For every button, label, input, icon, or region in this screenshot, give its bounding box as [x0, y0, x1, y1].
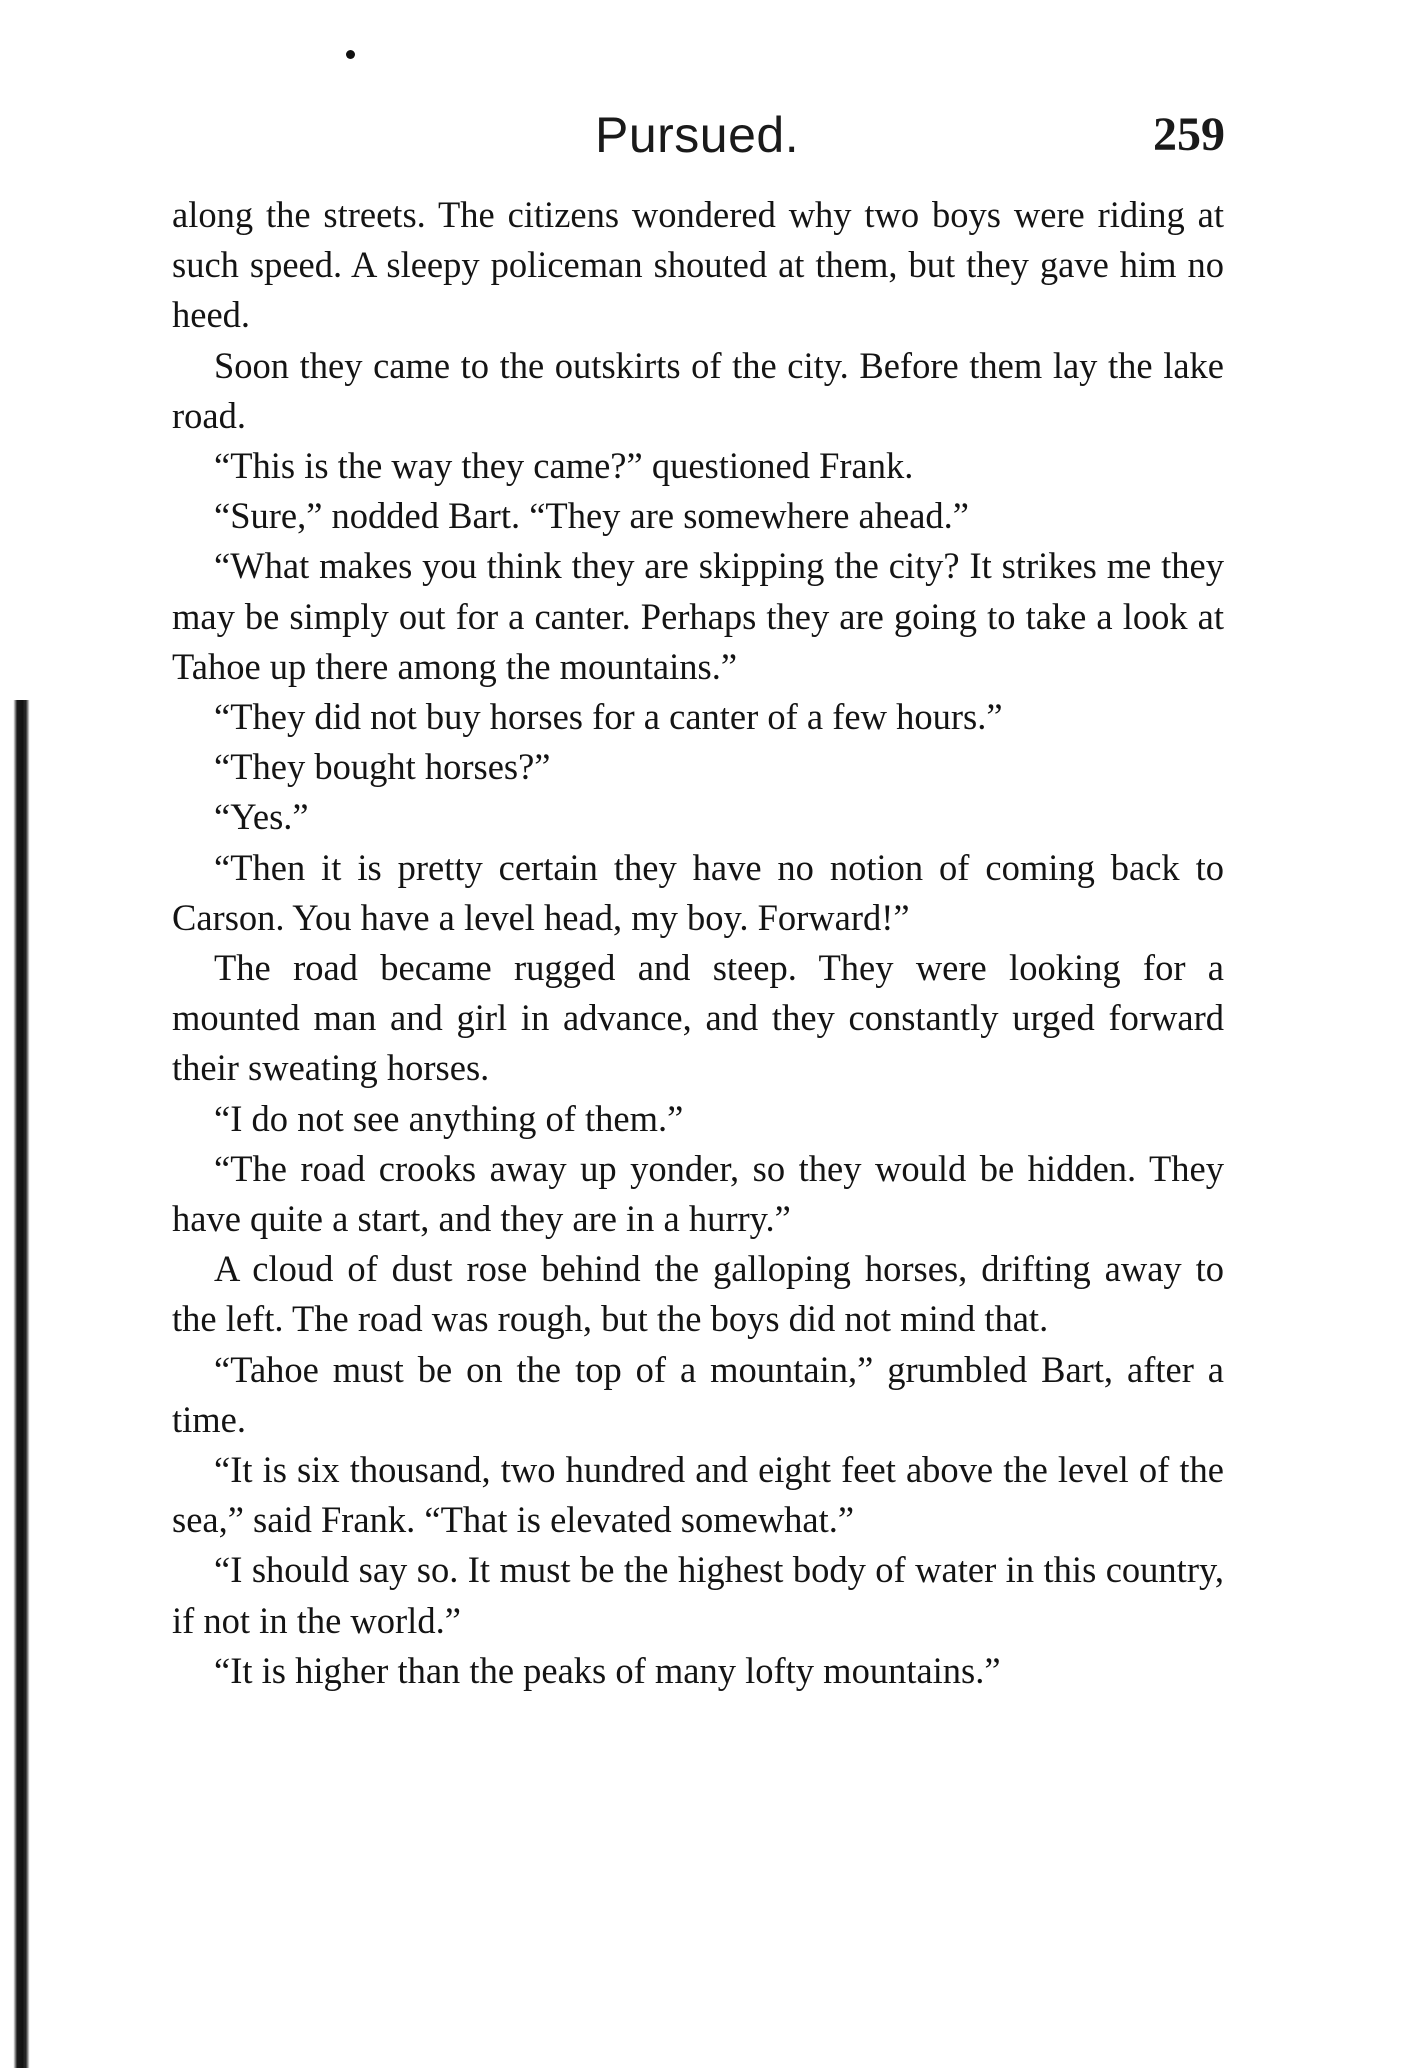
page-number: 259: [1153, 108, 1225, 161]
paragraph-12: “The road crooks away up yonder, so they would be hidden. They have quite a start, and they are in a hurry.”: [172, 1147, 1224, 1240]
paragraph-10: The road became rugged and steep. They were looking for a mounted man and girl in advance, and they constantly urged forward their sweating horses.: [172, 947, 1224, 1089]
paragraph-16: “I should say so. It must be the highest body of water in this country, if not in the world.”: [172, 1549, 1224, 1641]
paragraph-5: “What makes you think they are skipping the city? It strikes me they may be simply out for a canter. Perhaps they are going to take a look at Tahoe up there among the mountains.”: [172, 545, 1224, 687]
paragraph-9: “Then it is pretty certain they have no notion of coming back to Carson. You have a level head, my boy. Forward!”: [172, 846, 1224, 938]
page-binding-line: [24, 700, 26, 2068]
page-binding-edge: [0, 700, 38, 2068]
body-text: [172, 190, 1224, 1696]
paragraph-1: along the streets. The citizens wondered why two boys were riding at such speed. A sleepy policeman shouted at them, but they gave him no heed.: [172, 194, 1224, 336]
paragraph-3: “This is the way they came?” questioned Frank.: [214, 445, 914, 487]
paragraph-2: Soon they came to the outskirts of the city. Before them lay the lake road.: [172, 344, 1224, 436]
paragraph-11: “I do not see anything of them.”: [214, 1097, 684, 1139]
paragraph-13: A cloud of dust rose behind the galloping horses, drifting away to the left. The road was rough, but the boys did not mind that.: [172, 1248, 1224, 1340]
paragraph-4: “Sure,” nodded Bart. “They are somewhere ahead.”: [214, 495, 969, 537]
paragraph-6: “They did not buy horses for a canter of a few hours.”: [214, 696, 1003, 738]
paragraph-7: “They bought horses?”: [214, 746, 551, 788]
paragraph-17: “It is higher than the peaks of many lofty mountains.”: [214, 1649, 1001, 1691]
print-speck: [346, 50, 355, 59]
running-title: Pursued.: [595, 107, 800, 163]
running-head: [175, 100, 1225, 170]
paragraph-8: “Yes.”: [214, 796, 309, 838]
paragraph-15: “It is six thousand, two hundred and eight feet above the level of the sea,” said Frank. “That is elevated somewhat.”: [172, 1449, 1224, 1541]
paragraph-14: “Tahoe must be on the top of a mountain,” grumbled Bart, after a time.: [172, 1348, 1224, 1440]
